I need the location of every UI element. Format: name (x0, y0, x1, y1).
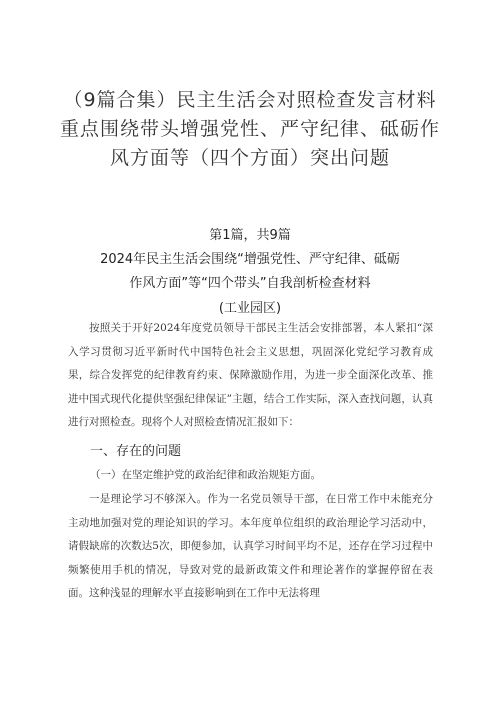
subsection-heading: （一）在坚定维护党的政治纪律和政治规矩方面。 (90, 469, 321, 481)
body-paragraph: 一是理论学习不够深入。作为一名党员领导干部，在日常工作中未能充分主动地加强对党的理论知识的学习。本年度单位组织的政治理论学习活动中，请假缺席的次数达5次，即便参加，认真学习时间平均不足，还存在学习过程中频繁使用手机的情况，导致对党的最新政策文件和理论著作的掌握停留在表面。这种浅显的理解水平直接影响到在工作中无法将理 (68, 493, 433, 599)
subtitle-line-3: (工业园区) (218, 301, 282, 316)
subtitle-line-2: 作风方面”等“四个带头”自我剖析检查材料 (129, 276, 371, 291)
section-heading: 一、存在的问题 (90, 444, 182, 459)
document-title: （9篇合集）民主生活会对照检查发言材料重点围绕带头增强党性、严守纪律、砥砺作风方面等（四个方面）突出问题 (60, 89, 441, 169)
part-number: 第1篇，共9篇 (209, 228, 291, 243)
intro-paragraph: 按照关于开好2024年度党员领导干部民主生活会安排部署，本人紧扣“深入学习贯彻习近平新时代中国特色社会主义思想，巩固深化党纪学习教育成果，综合发挥党的纪律教育约束、保障激励作用，为进一步全面深化改革、推进中国式现代化提供坚强纪律保证”主题，结合工作实际，深入查找问题，认真进行对照检查。现将个人对照检查情况汇报如下： (68, 322, 433, 428)
subtitle-line-1: 2024年民主生活会围绕“增强党性、严守纪律、砥砺 (100, 252, 400, 267)
